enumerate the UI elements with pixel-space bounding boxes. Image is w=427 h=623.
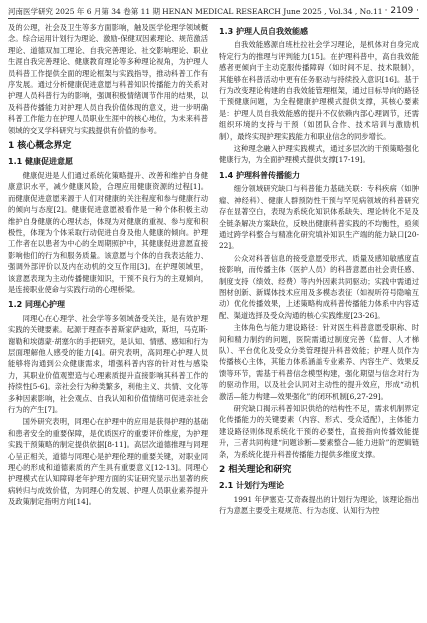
paragraph: 国外研究表明，同理心在护理中的应用是获得护理的基础和患者安全的重要保障，是优质医疗的重要评价维度，为护理实践干预策略的制定提供依据[8-11]。高层次道德推理与同理心呈正相关，道德与同理心是护理伦理的重要关键，对职业同理心的形成和道德素质的产生具有重要意义[12-13]。同理心护理模式在认知障碍老年护理方面的实证研究显示出显著的疾病转归与成效价值，为同理心的发展、护理人员职业素养提升及政策制定指明方向[14]。 bbox=[8, 417, 208, 507]
paragraph: 细分领域研究缺口与科普能力基础关联：专科疾病（如肿瘤、神经科）、健康人群预防性干预与罕见病领域的科普研究存在显著空白，表现为系统化知识体系缺失、理论转化不足及全链条解决方案缺位，反映出健康科普实践的不均衡性，亟须通过跨学科整合与精准化研究填补知识生产端的能力缺口[20-22]。 bbox=[219, 184, 419, 251]
subsection-heading: 1.4 护理科普传播能力 bbox=[219, 170, 300, 180]
paragraph: 自我效能感源自班杜拉社会学习理论，是机体对自身完成特定行为的推理与评判能力[15]。在护理科普中，高自我效能感者更倾向于主动克服传播障碍（如时间不足、技术限制），其能够在科普活动中更有任务驱动与持续投入意识[16]。基于行为改变理论构建的自我效能管理框架，通过目标导向的路径干预健康问题，为全程健康护理模式提供支撑，其核心要素是：护理人员自我效能感的提升不仅依赖内部心理调节，还需组织环境的支持与干预（如团队合作、技术培训与激励机制），最终实现护理实践能力和职业信念的同步增长。 bbox=[219, 40, 419, 141]
journal-title-cn: 河南医学研究 2025 年 6 月第 34 卷第 11 期 bbox=[8, 6, 161, 16]
page-number: · 2109 · bbox=[384, 6, 419, 16]
subsection-heading: 1.3 护理人员自我效能感 bbox=[219, 27, 308, 36]
paragraph: 主体角色与能力建设路径：针对医生科普意愿受职称、时间和精力制约的问题，医院需通过制度完善（监督、人才梯队）、平台优化及受众分类管理提升科普效能；护理人员作为传播核心主体，其能力体系涵盖专业素养、内容生产、效果反馈等环节，需基于科普信念模型构建，强化期望与信念对行为的驱动作用，以及社会认同对主动性的提升效应，形成“动机激活—能力构建—效果强化”的闭环机制[6,27-29]。 bbox=[219, 323, 419, 401]
right-column bbox=[219, 22, 419, 518]
paragraph: 研究缺口揭示科普知识供给的结构性不足，需求机制界定化传播能力的关键要素（内容、形式、受众适配），主体能力建设路径则体现系统化干预的必要性，直接指向传播效能提升，三者共同构建“问题诊断—要素整合—能力进阶”的逻辑链条，为系统化提升科普传播能力提供多维度支撑。 bbox=[219, 404, 419, 459]
subsection-heading: 1.2 同理心护理 bbox=[8, 300, 65, 310]
paragraph: 及的公理，社会及卫生等多方面影响，触及医学伦理学领域概念。综合运用计划行为理论、激励-保健双因素理论、规范激活理论、道德双加工理论、自我完善理论、社交影响理论、职业生涯自我完善理论、健康教育理论等多种理论视角，为护理人员科普工作提供全面的理论框架与实践指导，推动科普工作有序发展。通过分析健康促进意愿与科普知识传播能力的关系对护理人员科普行为的影响，强调积极情绪调节作用的结果，以及科普传播能力对护理人员自我价值体现的意义，进一步明确科普工作能力在护理人员职业生涯中的核心地位，为未来科普领域的交叉学科研究与实践提供有价值的参考。 bbox=[8, 23, 208, 135]
paragraph: 同理心在心理学、社会学等多领域备受关注，是有效护理实践的关键要素。起源于理查李普斯家萨迪欧，斯坦，马克斯·谢勒和埃德蒙·胡塞尔的手把研究，是认知、情感、感知和行为层面理解他人感受的能力[4]。研究表明，高同理心护理人员能够将沟通到公众健康需求，增强科普内容的针对性与感染力，其职业价值观塑造与心理素质提升直接影响其科普工作的持续性[5-6]。亲社会行为种类繁多，利他主义、共情、文化等多种因素影响，社会观点、自我认知和价值情绪可促进亲社会行为的产生[7]。 bbox=[8, 313, 208, 414]
subsection-heading: 1.1 健康促进意愿 bbox=[8, 157, 73, 167]
paragraph: 这种理念融入护理实践模式，通过多层次的干预策略强化健康行为，为全面护理模式提供支撑[17-19]。 bbox=[219, 144, 419, 165]
paragraph: 公众对科普信息的接受意愿受形式、质量及感知敏感度直接影响，而传播主体（医护人员）的科普意愿由社会责任感、制度支持（绩效、经费）等内外因素共同驱动；实践中需通过图材创新、新媒体技术应用及多模态表征（如视听符号隐喻互动）优化传播效果，上述策略构成科普传播能力体系中内容适配、渠道选择及受众沟通的核心实践维度[23-26]。 bbox=[219, 253, 419, 320]
paragraph: 1991 年伊塞克·艾奇森提出的计划行为理论，该理论指出行为意愿主要受主观规范、行为态度、认知行为控 bbox=[219, 494, 419, 516]
subsection-heading: 2.1 计划行为理论 bbox=[219, 481, 284, 491]
paragraph: 健康促进是人们通过系统化策略提升、改善和维护自身健康意识水平，减少健康风险，合理应用健康资源的过程[1]。而健康促进意愿来源于人们对健康的关注程度和参与健康行动的倾向与态度[2]。健康促进意愿被看作是一种个体积极主动维护自身健康的心理状态，体现为对健康的重视、参与度和积极性，体现为个体采取行动促进自身及他人健康的倾向。护理工作者在以患者为中心的全周期照护中，其健康促进意愿直接影响他们的行为和服务质量。该意愿与个体的自我表达能力、强调外部评价以及内在动机的交互作用[3]。在护理领域里，该意愿表现为主动传播健康知识，干预不良行为的主观倾向，是连接职业使命与实践行动的心理桥梁。 bbox=[8, 170, 208, 294]
journal-title-en: HENAN MEDICAL RESEARCH June 2025 , Vol.34 , No.11 bbox=[162, 6, 383, 16]
left-column bbox=[8, 22, 208, 509]
section-heading: 2 相关理论和研究 bbox=[219, 465, 292, 476]
section-heading: 1 核心概念界定 bbox=[8, 141, 72, 152]
page-header bbox=[8, 4, 419, 19]
